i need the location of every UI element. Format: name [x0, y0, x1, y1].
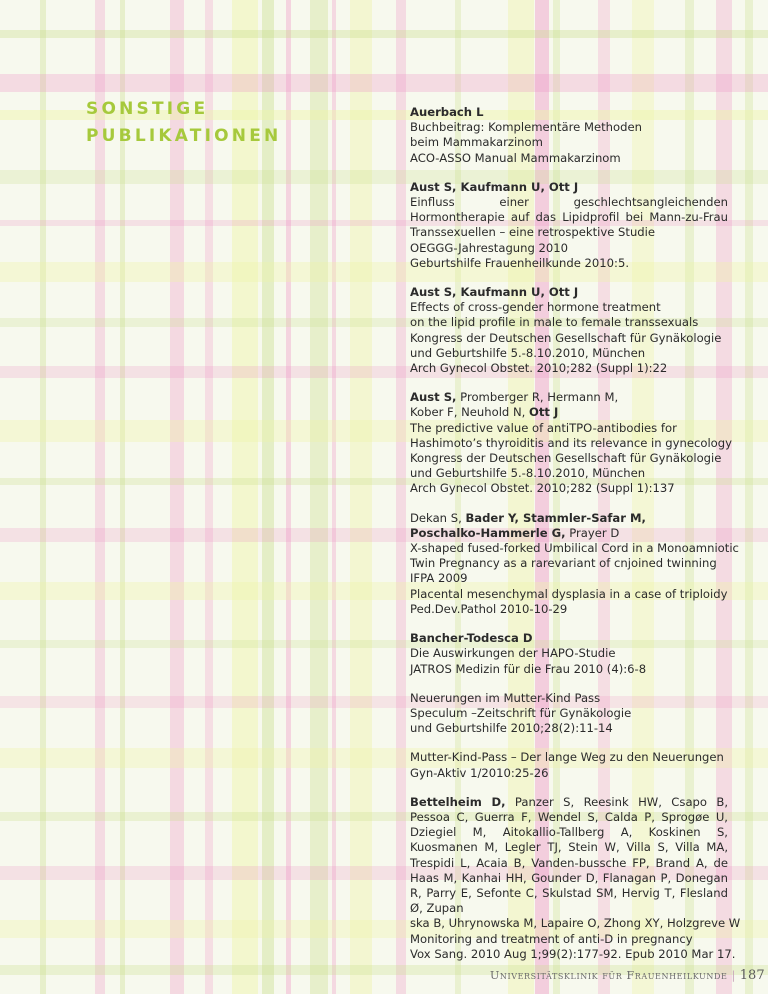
- background-stripe-vertical: [310, 0, 328, 994]
- author-highlight: Aust S, Kaufmann U, Ott J: [410, 179, 579, 194]
- entry-text-line: Speculum –Zeitschrift für Gynäkologie: [410, 705, 632, 720]
- background-stripe-vertical: [332, 0, 336, 994]
- publication-list: [410, 105, 741, 976]
- entry-text-line: Hashimoto’s thyroiditis and its relevance in gynecology: [410, 435, 732, 450]
- background-stripe-horizontal: [0, 74, 768, 92]
- background-stripe-horizontal: [0, 30, 768, 38]
- author-highlight: Aust S,: [410, 390, 457, 405]
- footer-institution: Universitätsklinik für Frauenheilkunde: [490, 969, 728, 982]
- entry-text-line: Placental mesenchymal dysplasia in a case of triploidy: [410, 586, 728, 601]
- entry-text-line: Vox Sang. 2010 Aug 1;99(2):177-92. Epub 2010 Mar 17.: [410, 946, 736, 961]
- section-heading: [86, 96, 281, 150]
- entry-text-line: Geburtshilfe Frauenheilkunde 2010:5.: [410, 255, 630, 270]
- entry-authors: [410, 631, 728, 646]
- entry-text-line: Arch Gynecol Obstet. 2010;282 (Suppl 1):22: [410, 361, 668, 376]
- heading-line-1: SONSTIGE: [86, 99, 209, 119]
- author-name: Panzer S, Reesink HW, Csapo B, Pessoa C, Guerra F, Wendel S, Calda P, Sprogøe U, Dziegiel M, Aitokallio-Tallberg A, Koskinen S, Kuosmanen M, Legler TJ, Stein W, Villa S, Villa MA, Trespidi L, Acaia B, Vanden-bussche FP, Brand A, de Haas M, Kanhai HH, Gounder D, Flanagan P, Donegan R, Parry E, Sefonte C, Skulstad SM, Hervig T, Flesland Ø, Zupan: [410, 794, 729, 916]
- publication-entry: [410, 631, 728, 677]
- publication-entry: [410, 390, 732, 496]
- author-highlight: Bancher-Todesca D: [410, 631, 533, 646]
- entry-text-line: Mutter-Kind-Pass – Der lange Weg zu den Neuerungen: [410, 750, 724, 765]
- entry-text-line: und Geburtshilfe 2010;28(2):11-14: [410, 721, 613, 736]
- entry-text-line: JATROS Medizin für die Frau 2010 (4):6-8: [410, 661, 647, 676]
- background-stripe-vertical: [40, 0, 46, 994]
- entry-text-line: Gyn-Aktiv 1/2010:25-26: [410, 765, 549, 780]
- page-footer: Universitätsklinik für Frauenheilkunde | 187: [490, 968, 765, 983]
- entry-text-line: IFPA 2009: [410, 571, 468, 586]
- author-name: Dekan S,: [410, 510, 466, 525]
- background-stripe-vertical: [396, 0, 406, 994]
- entry-authors: [410, 285, 728, 300]
- entry-text-line: X-shaped fused-forked Umbilical Cord in a Monoamniotic: [410, 541, 739, 556]
- entry-text-line: ACO-ASSO Manual Mammakarzinom: [410, 150, 621, 165]
- entry-text-line: Die Auswirkungen der HAPO-Studie: [410, 646, 616, 661]
- entry-text-line: Kongress der Deutschen Gesellschaft für Gynäkologie: [410, 330, 722, 345]
- heading-line-2: PUBLIKATIONEN: [86, 126, 282, 146]
- author-highlight: Ott J: [529, 405, 559, 420]
- entry-text-line: Kongress der Deutschen Gesellschaft für Gynäkologie: [410, 451, 722, 466]
- background-stripe-vertical: [745, 0, 753, 994]
- entry-text-line: und Geburtshilfe 5.-8.10.2010, München: [410, 466, 646, 481]
- entry-authors: [410, 105, 728, 120]
- entry-text-line: Twin Pregnancy as a rarevariant of cnjoined twinning: [410, 556, 717, 571]
- author-highlight: Poschalko-Hammerle G,: [410, 525, 566, 540]
- background-stripe-vertical: [286, 0, 291, 994]
- publication-entry: [410, 105, 728, 166]
- entry-text-line: Neuerungen im Mutter-Kind Pass: [410, 690, 601, 705]
- entry-text-line: Arch Gynecol Obstet. 2010;282 (Suppl 1):137: [410, 481, 675, 496]
- publication-entry: [410, 750, 728, 780]
- entry-text-line: Buchbeitrag: Komplementäre Methoden: [410, 120, 642, 135]
- entry-authors: [410, 390, 728, 420]
- entry-text-line: Ped.Dev.Pathol 2010-10-29: [410, 601, 568, 616]
- entry-text-line: Einfluss einer geschlechtsangleichenden Hormontherapie auf das Lipidprofil bei Mann-zu-Frau Transsexuellen – eine retrospektive Studie: [410, 195, 728, 240]
- entry-authors: [410, 795, 728, 917]
- author-highlight: Aust S, Kaufmann U, Ott J: [410, 285, 579, 300]
- entry-text-line: The predictive value of antiTPO-antibodies for: [410, 420, 677, 435]
- entry-text-line: Monitoring and treatment of anti-D in pregnancy: [410, 931, 693, 946]
- author-name: Kober F, Neuhold N,: [410, 405, 530, 420]
- author-highlight: Bettelheim D,: [410, 794, 506, 809]
- publication-entry: [410, 691, 728, 737]
- author-name: Prayer D: [565, 525, 620, 540]
- author-highlight: Auerbach L: [410, 105, 484, 119]
- entry-authors: [410, 180, 728, 195]
- publication-entry: [410, 180, 728, 271]
- entry-text-line: beim Mammakarzinom: [410, 135, 543, 150]
- page-number: 187: [739, 968, 765, 983]
- background-stripe-vertical: [350, 0, 372, 994]
- entry-authors: [410, 511, 728, 541]
- author-name: Promberger R, Hermann M,: [456, 390, 619, 405]
- entry-text-line: Effects of cross-gender hormone treatment: [410, 300, 661, 315]
- publication-entry: [410, 285, 728, 376]
- entry-text-line: und Geburtshilfe 5.-8.10.2010, München: [410, 345, 646, 360]
- entry-text-line: OEGGG-Jahrestagung 2010: [410, 240, 569, 255]
- entry-text-line: on the lipid profile in male to female transsexuals: [410, 315, 699, 330]
- author-highlight: Bader Y, Stammler-Safar M,: [465, 510, 646, 525]
- publication-entry: [410, 510, 739, 617]
- entry-text-line: ska B, Uhrynowska M, Lapaire O, Zhong XY, Holzgreve W: [410, 916, 741, 931]
- publication-entry: [410, 794, 741, 962]
